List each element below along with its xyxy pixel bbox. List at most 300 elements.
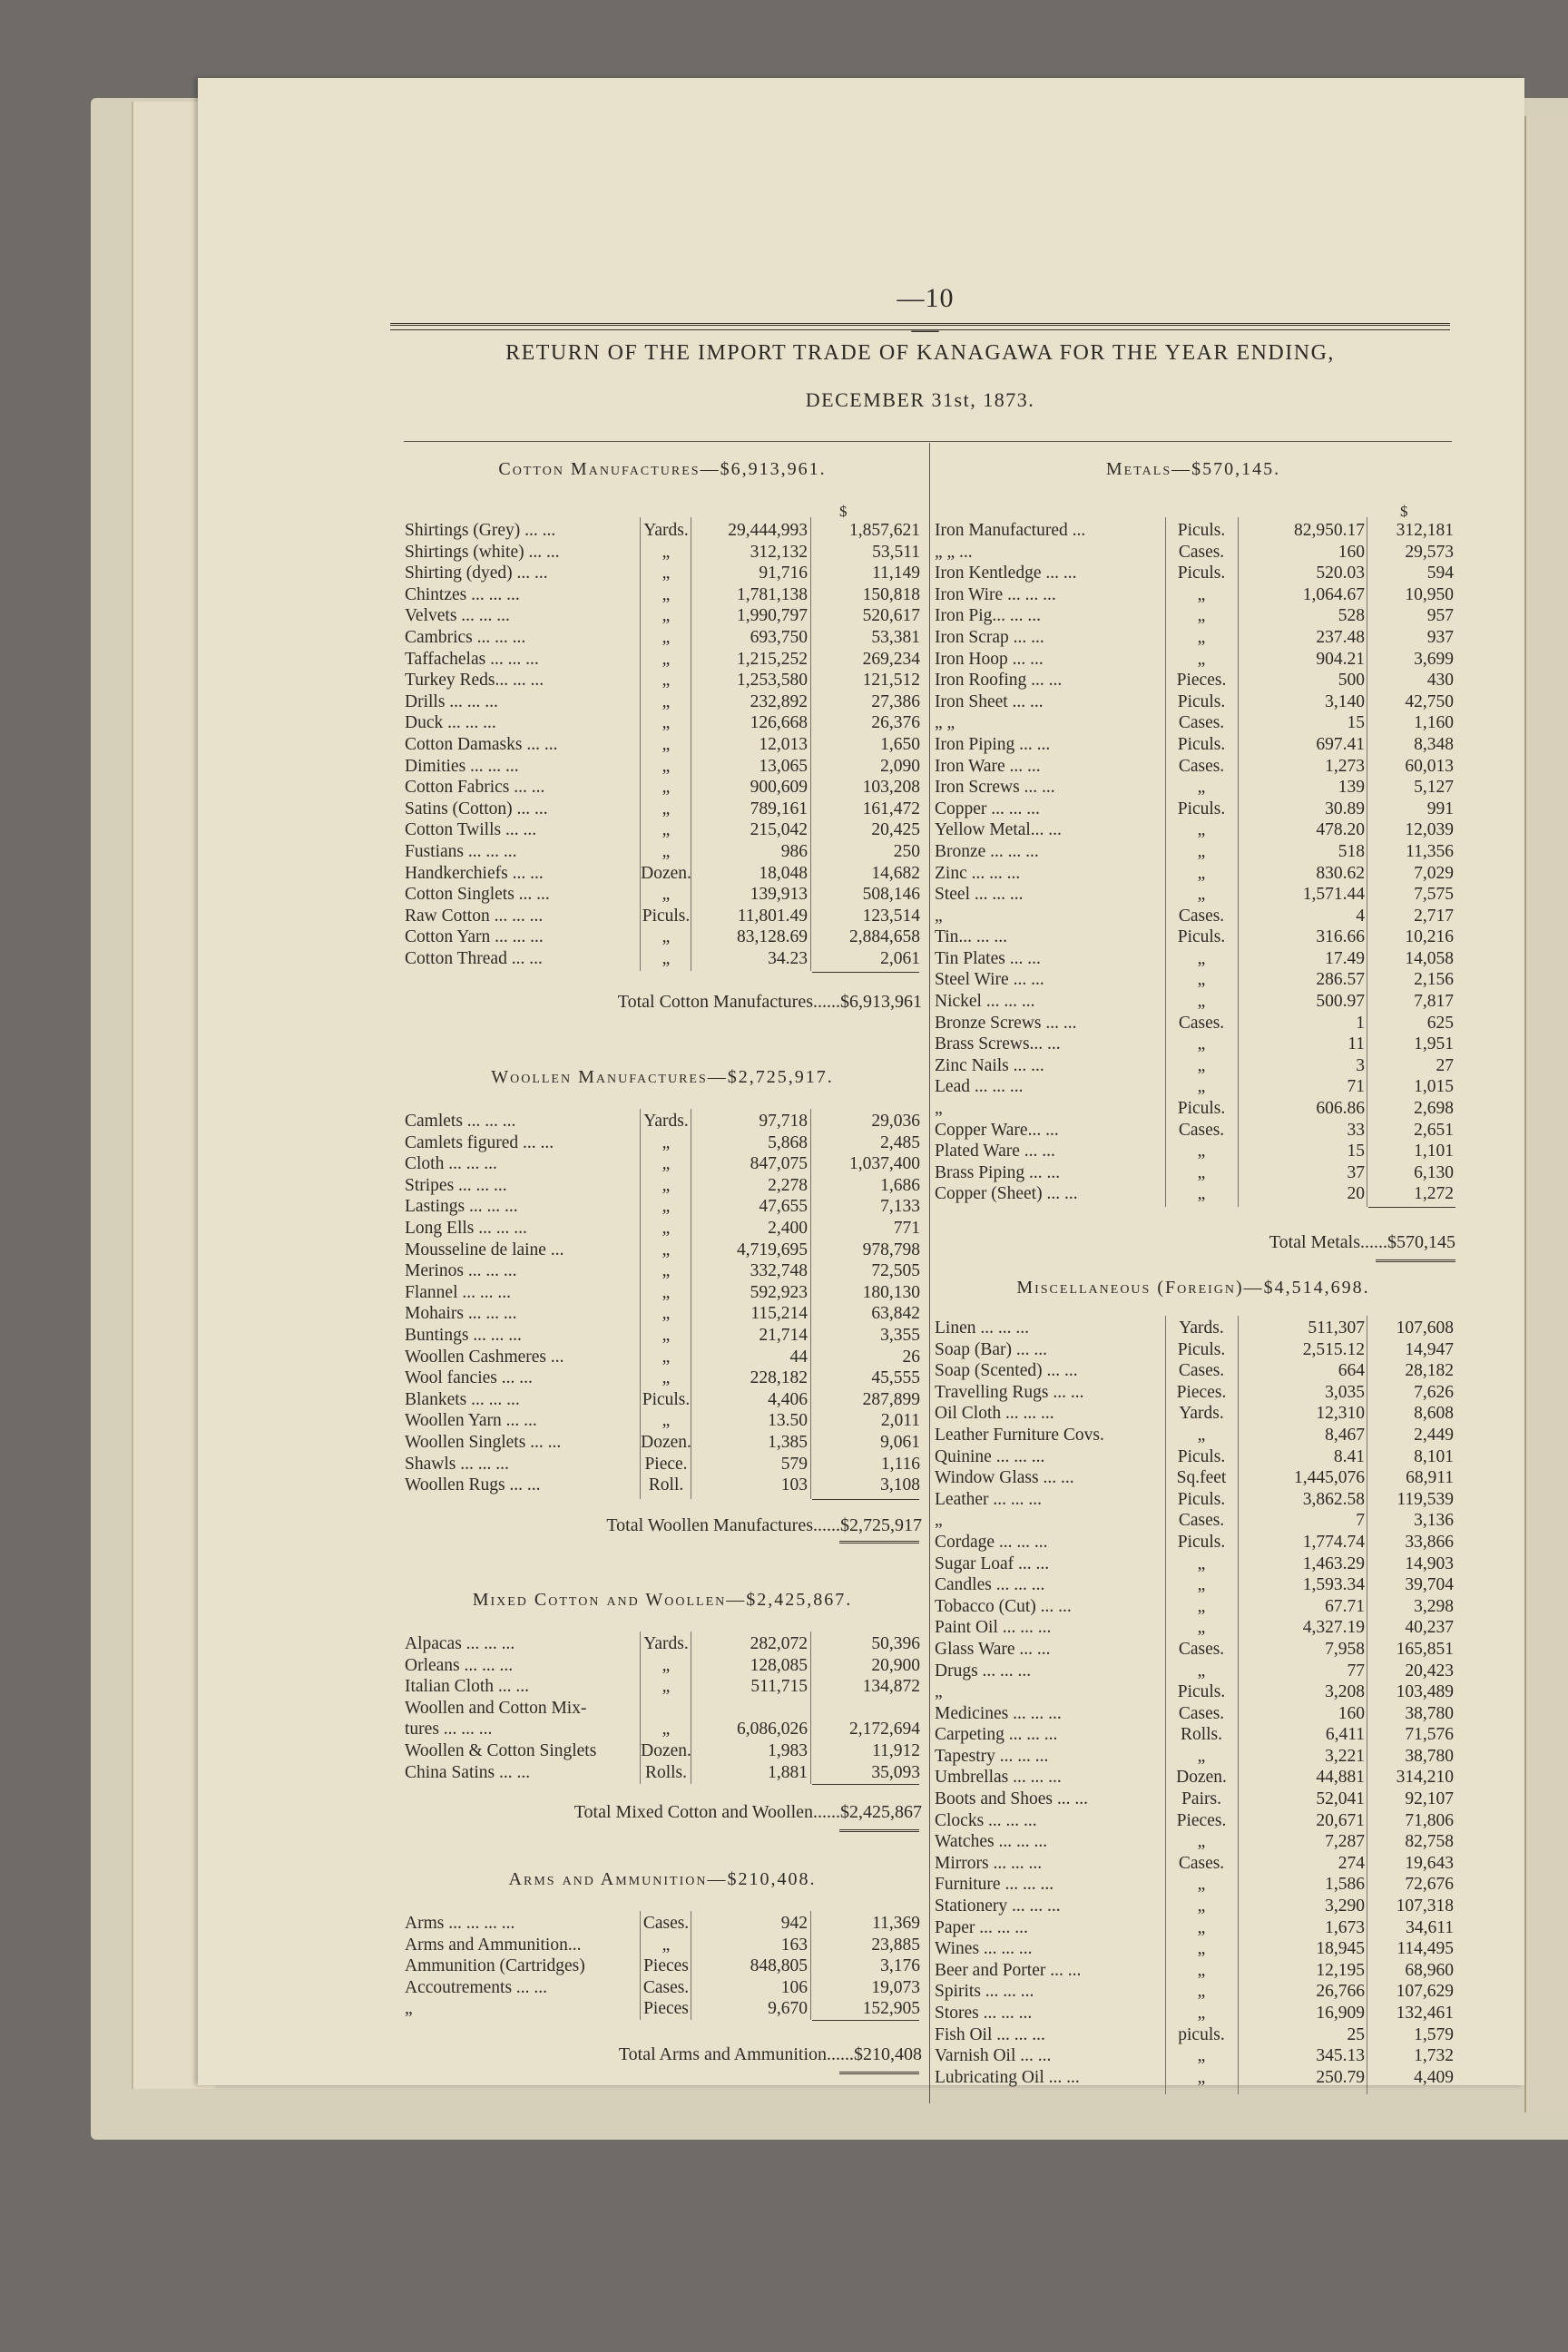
quantity-value: 77 — [1347, 1661, 1365, 1681]
quantity-value: 71 — [1347, 1077, 1365, 1097]
item-name: Cotton Damasks ... ... — [405, 734, 558, 754]
quantity-value: 579 — [780, 1454, 808, 1474]
dollar-value: 14,058 — [1405, 948, 1454, 968]
item-name: Shirtings (Grey) ... ... — [405, 521, 556, 540]
metals-underline — [1368, 1207, 1455, 1208]
column-divider — [929, 443, 930, 2103]
item-name: Woollen and Cotton Mix- — [405, 1698, 587, 1718]
table-row — [405, 926, 922, 948]
dollar-value: 134,872 — [862, 1677, 920, 1697]
table-row — [935, 1596, 1455, 1618]
dollar-value: 11,356 — [1406, 841, 1454, 861]
quantity-value: 91,716 — [759, 564, 808, 583]
header-rule — [390, 323, 1450, 330]
unit-label: „ — [1197, 649, 1206, 669]
unit-label: Dozen. — [641, 1740, 691, 1760]
table-row — [935, 649, 1455, 671]
table-row — [405, 1218, 922, 1240]
quantity-value: 34.23 — [768, 948, 808, 968]
item-name: Tapestry ... ... ... — [935, 1746, 1049, 1766]
quantity-value: 3,290 — [1325, 1896, 1365, 1916]
woollen-value-sep — [810, 1109, 811, 1499]
quantity-value: 1,064.67 — [1302, 584, 1365, 604]
quantity-value: 5,868 — [768, 1132, 808, 1152]
unit-label: Cases. — [1178, 906, 1225, 926]
item-name: Lastings ... ... ... — [405, 1197, 518, 1217]
item-name: Beer and Porter ... ... — [935, 1960, 1082, 1980]
table-row — [405, 819, 922, 841]
dollar-value: 2,884,658 — [849, 927, 920, 947]
dollar-value: 14,947 — [1405, 1339, 1454, 1359]
dollar-value: 12,039 — [1405, 820, 1454, 840]
page-title: RETURN OF THE IMPORT TRADE OF KANAGAWA FOR THE YEAR ENDING, — [505, 341, 1335, 365]
dollar-value: 53,381 — [871, 627, 920, 647]
unit-label: Cases. — [1178, 1120, 1225, 1140]
item-name: Camlets ... ... ... — [405, 1112, 516, 1131]
quantity-value: 518 — [1338, 841, 1365, 861]
item-name: Arms ... ... ... ... — [405, 1914, 515, 1933]
unit-label: „ — [662, 1720, 671, 1740]
table-row — [935, 1746, 1455, 1768]
table-row — [935, 1055, 1455, 1077]
quantity-value: 3,221 — [1325, 1746, 1365, 1766]
quantity-value: 500 — [1338, 671, 1365, 691]
quantity-value: 20 — [1347, 1184, 1365, 1204]
table-row — [935, 1382, 1455, 1404]
table-row — [935, 1034, 1455, 1055]
dollar-value: 2,449 — [1414, 1425, 1454, 1445]
quantity-value: 163 — [780, 1935, 808, 1955]
table-row — [935, 1425, 1455, 1446]
unit-label: „ — [1197, 1034, 1206, 1054]
dollar-value: 28,182 — [1405, 1361, 1454, 1381]
unit-label: „ — [1197, 1896, 1206, 1916]
dollar-value: 107,629 — [1396, 1982, 1454, 2002]
unit-label: „ — [662, 841, 671, 861]
unit-label: Dozen. — [641, 863, 691, 883]
quantity-value: 1 — [1356, 1013, 1365, 1033]
dollar-value: 119,539 — [1396, 1489, 1454, 1509]
dollar-value: 2,061 — [880, 948, 920, 968]
woollen-total: Total Woollen Manufactures......$2,725,917 — [606, 1515, 922, 1535]
unit-label: Cases. — [642, 1977, 690, 1997]
quantity-value: 18,048 — [759, 863, 808, 883]
item-name: tures ... ... ... — [405, 1720, 493, 1740]
unit-label: „ — [1197, 606, 1206, 626]
dollar-value: 165,851 — [1396, 1639, 1454, 1659]
table-row — [935, 605, 1455, 627]
quantity-value: 1,445,076 — [1294, 1468, 1365, 1488]
quantity-value: 592,923 — [750, 1282, 808, 1302]
quantity-value: 47,655 — [759, 1197, 808, 1217]
table-row — [405, 563, 922, 584]
table-row — [405, 1260, 922, 1282]
dollar-value: 2,172,694 — [849, 1720, 920, 1740]
quantity-value: 520.03 — [1316, 564, 1365, 583]
quantity-value: 106 — [780, 1977, 808, 1997]
table-row — [405, 1935, 922, 1956]
unit-label: Piculs. — [1177, 734, 1226, 754]
item-name: Iron Kentledge ... ... — [935, 564, 1077, 583]
table-row — [935, 1874, 1455, 1896]
unit-label: „ — [662, 1325, 671, 1345]
unit-label: Piculs. — [1177, 521, 1226, 540]
item-name: Brass Piping ... ... — [935, 1162, 1061, 1182]
quantity-value: 1,983 — [768, 1740, 808, 1760]
item-name: Oil Cloth ... ... ... — [935, 1404, 1054, 1424]
woollen-table — [405, 1111, 922, 1496]
item-name: Wool fancies ... ... — [405, 1368, 533, 1388]
table-row — [935, 1489, 1455, 1511]
metals-unit-sep — [1165, 517, 1166, 1207]
unit-label: „ — [662, 778, 671, 798]
dollar-value: 11,912 — [872, 1740, 920, 1760]
item-name: Fustians ... ... ... — [405, 841, 517, 861]
table-row — [935, 948, 1455, 970]
item-name: Spirits ... ... ... — [935, 1982, 1034, 2002]
quantity-value: 44 — [789, 1347, 808, 1367]
quantity-value: 139,913 — [750, 885, 808, 905]
unit-label: „ — [1197, 992, 1206, 1012]
quantity-value: 830.62 — [1316, 863, 1365, 883]
item-name: Glass Ware ... ... — [935, 1639, 1051, 1659]
dollar-value: 1,160 — [1414, 713, 1454, 733]
arms-heading: Arms and Ammunition—$210,408. — [508, 1869, 817, 1889]
quantity-value: 15 — [1347, 713, 1365, 733]
quantity-value: 11 — [1348, 1034, 1365, 1054]
item-name: Taffachelas ... ... ... — [405, 649, 539, 669]
dollar-value: 7,626 — [1414, 1382, 1454, 1402]
dollar-value: 9,061 — [880, 1432, 920, 1452]
table-row — [405, 1132, 922, 1154]
item-name: Woollen Rugs ... ... — [405, 1475, 541, 1495]
table-row — [405, 1282, 922, 1304]
unit-label: „ — [662, 820, 671, 840]
table-row — [935, 2024, 1455, 2046]
quantity-value: 30.89 — [1325, 799, 1365, 818]
unit-label: „ — [662, 1175, 671, 1195]
unit-label: „ — [1197, 1917, 1206, 1937]
dollar-value: 1,579 — [1414, 2024, 1454, 2044]
item-name: Fish Oil ... ... ... — [935, 2024, 1045, 2044]
table-row — [935, 1661, 1455, 1682]
item-name: Iron Sheet ... ... — [935, 691, 1044, 711]
quantity-value: 8.41 — [1333, 1446, 1365, 1466]
quantity-value: 33 — [1347, 1120, 1365, 1140]
unit-label: Sq.feet — [1176, 1468, 1227, 1488]
unit-label: „ — [662, 1304, 671, 1324]
item-name: Brass Screws... ... — [935, 1034, 1061, 1054]
quantity-value: 250.79 — [1316, 2067, 1365, 2087]
dollar-value: 7,575 — [1414, 885, 1454, 905]
quantity-value: 316.66 — [1316, 927, 1365, 947]
quantity-value: 3,208 — [1325, 1682, 1365, 1702]
quantity-value: 16,909 — [1316, 2004, 1365, 2023]
unit-label: Cases. — [1178, 1853, 1225, 1873]
item-name: Mousseline de laine ... — [405, 1240, 564, 1259]
quantity-value: 4 — [1356, 906, 1365, 926]
item-name: Ammunition (Cartridges) — [405, 1956, 585, 1976]
dollar-value: 2,651 — [1414, 1120, 1454, 1140]
dollar-value: 7,133 — [880, 1197, 920, 1217]
dollar-value: 2,717 — [1414, 906, 1454, 926]
unit-label: Piculs. — [1177, 1532, 1226, 1552]
table-row — [935, 1831, 1455, 1853]
dollar-value: 20,900 — [871, 1655, 920, 1675]
unit-label: Piculs. — [1177, 691, 1226, 711]
dollar-value: 8,101 — [1414, 1446, 1454, 1466]
item-name: Long Ells ... ... ... — [405, 1218, 527, 1238]
item-name: Iron Pig... ... ... — [935, 606, 1041, 626]
table-row — [405, 605, 922, 627]
item-name: „ — [935, 906, 943, 926]
unit-label: Piculs. — [1177, 1682, 1226, 1702]
item-name: Paper ... ... ... — [935, 1917, 1028, 1937]
unit-label: „ — [1197, 885, 1206, 905]
table-row — [935, 1141, 1455, 1162]
quantity-value: 115,214 — [750, 1304, 808, 1324]
item-name: Cotton Thread ... ... — [405, 948, 543, 968]
table-row — [935, 1360, 1455, 1382]
unit-label: Dozen. — [1176, 1768, 1227, 1788]
dollar-value: 92,107 — [1405, 1789, 1454, 1809]
table-row — [405, 1913, 922, 1935]
unit-label: „ — [1197, 627, 1206, 647]
quantity-value: 8,467 — [1325, 1425, 1365, 1445]
table-row — [405, 948, 922, 970]
quantity-value: 25 — [1347, 2024, 1365, 2044]
item-name: Boots and Shoes ... ... — [935, 1789, 1089, 1809]
item-name: Clocks ... ... ... — [935, 1810, 1037, 1830]
dollar-value: 19,073 — [871, 1977, 920, 1997]
unit-label: „ — [662, 1218, 671, 1238]
dollar-value: 29,036 — [871, 1112, 920, 1131]
dollar-value: 20,425 — [871, 820, 920, 840]
dollar-value: 82,758 — [1405, 1832, 1454, 1852]
table-row — [935, 712, 1455, 734]
quantity-value: 1,990,797 — [737, 606, 808, 626]
dollar-value: 2,090 — [880, 756, 920, 776]
table-row — [935, 542, 1455, 564]
unit-label: „ — [662, 564, 671, 583]
arms-value-sep — [810, 1911, 811, 2020]
unit-label: „ — [662, 606, 671, 626]
item-name: Italian Cloth ... ... — [405, 1677, 530, 1697]
dollar-value: 8,348 — [1414, 734, 1454, 754]
cotton-heading: Cotton Manufactures—$6,913,961. — [498, 459, 827, 479]
quantity-value: 1,586 — [1325, 1875, 1365, 1895]
item-name: Duck ... ... ... — [405, 713, 496, 733]
quantity-value: 139 — [1338, 778, 1365, 798]
dollar-value: 1,650 — [880, 734, 920, 754]
quantity-value: 4,719,695 — [737, 1240, 808, 1259]
quantity-value: 6,411 — [1325, 1725, 1365, 1745]
item-name: Nickel ... ... ... — [935, 992, 1035, 1012]
item-name: Steel Wire ... ... — [935, 970, 1044, 990]
quantity-value: 126,668 — [750, 713, 808, 733]
unit-label: Pieces. — [1176, 1382, 1227, 1402]
quantity-value: 26,766 — [1316, 1982, 1365, 2002]
dollar-value: 50,396 — [871, 1634, 920, 1653]
dollar-value: 60,013 — [1405, 756, 1454, 776]
metals-table — [935, 520, 1455, 1205]
quantity-value: 44,881 — [1316, 1768, 1365, 1788]
quantity-value: 1,881 — [768, 1762, 808, 1782]
unit-label: „ — [1197, 2067, 1206, 2087]
dollar-value: 3,298 — [1414, 1596, 1454, 1616]
metals-total: Total Metals......$570,145 — [1269, 1232, 1455, 1252]
item-name: „ — [935, 1682, 943, 1702]
item-name: Buntings ... ... ... — [405, 1325, 522, 1345]
unit-label: „ — [662, 627, 671, 647]
unit-label: Pieces. — [1176, 1810, 1227, 1830]
quantity-value: 1,781,138 — [737, 584, 808, 604]
dollar-value: 1,732 — [1414, 2046, 1454, 2066]
quantity-value: 900,609 — [750, 778, 808, 798]
item-name: Flannel ... ... ... — [405, 1282, 511, 1302]
item-name: Soap (Bar) ... ... — [935, 1339, 1048, 1359]
dollar-value: 520,617 — [862, 606, 920, 626]
dollar-value: 3,108 — [880, 1475, 920, 1495]
unit-label: „ — [662, 1261, 671, 1281]
table-row — [935, 1617, 1455, 1639]
unit-label: Cases. — [1178, 713, 1225, 733]
item-name: Shawls ... ... ... — [405, 1454, 509, 1474]
item-name: Bronze ... ... ... — [935, 841, 1039, 861]
item-name: Cotton Fabrics ... ... — [405, 778, 545, 798]
unit-label: „ — [662, 671, 671, 691]
unit-label: Piculs. — [1177, 1099, 1226, 1119]
table-row — [935, 1183, 1455, 1205]
item-name: Leather Furniture Covs. — [935, 1425, 1104, 1445]
unit-label: „ — [1197, 1596, 1206, 1616]
dollar-value: 6,130 — [1414, 1162, 1454, 1182]
table-row — [935, 1767, 1455, 1788]
item-name: Steel ... ... ... — [935, 885, 1024, 905]
item-name: Wines ... ... ... — [935, 1939, 1033, 1959]
table-row — [405, 1676, 922, 1698]
unit-label: Piculs. — [1177, 1339, 1226, 1359]
quantity-value: 7 — [1356, 1511, 1365, 1531]
item-name: Shirtings (white) ... ... — [405, 542, 560, 562]
quantity-value: 52,041 — [1316, 1789, 1365, 1809]
table-row — [935, 969, 1455, 991]
table-row — [935, 991, 1455, 1013]
unit-label: „ — [1197, 1939, 1206, 1959]
dollar-value: 1,951 — [1414, 1034, 1454, 1054]
unit-label: „ — [1197, 1553, 1206, 1573]
item-name: „ — [935, 1511, 943, 1531]
table-row — [935, 1120, 1455, 1142]
item-name: Mirrors ... ... ... — [935, 1853, 1043, 1873]
item-name: Iron Piping ... ... — [935, 734, 1051, 754]
item-name: Turkey Reds... ... ... — [405, 671, 544, 691]
item-name: Iron Hoop ... ... — [935, 649, 1044, 669]
quantity-value: 511,307 — [1308, 1318, 1365, 1338]
table-row — [935, 926, 1455, 948]
quantity-value: 789,161 — [750, 799, 808, 818]
dollar-value: 314,210 — [1396, 1768, 1454, 1788]
dollar-value: 269,234 — [862, 649, 920, 669]
item-name: Woollen & Cotton Singlets — [405, 1740, 597, 1760]
unit-label: „ — [662, 542, 671, 562]
dollar-value: 11,149 — [872, 564, 920, 583]
dollar-value: 978,798 — [862, 1240, 920, 1259]
table-row — [405, 1347, 922, 1368]
misc-qty-sep — [1238, 1316, 1239, 2094]
unit-label: Piculs. — [1177, 1489, 1226, 1509]
dollar-value: 33,866 — [1405, 1532, 1454, 1552]
quantity-value: 6,086,026 — [737, 1720, 808, 1740]
dollar-value: 5,127 — [1414, 778, 1454, 798]
item-name: Leather ... ... ... — [935, 1489, 1043, 1509]
unit-label: Pairs. — [1181, 1789, 1221, 1809]
unit-label: Dozen. — [641, 1432, 691, 1452]
table-row — [935, 1403, 1455, 1425]
quantity-value: 1,273 — [1325, 756, 1365, 776]
quantity-value: 12,013 — [759, 734, 808, 754]
table-row — [405, 1303, 922, 1325]
item-name: Travelling Rugs ... ... — [935, 1382, 1084, 1402]
mixed-underline — [812, 1784, 919, 1785]
table-row — [935, 799, 1455, 820]
item-name: Varnish Oil ... ... — [935, 2046, 1052, 2066]
item-name: Satins (Cotton) ... ... — [405, 799, 548, 818]
quantity-value: 3 — [1356, 1055, 1365, 1075]
dollar-value: 594 — [1426, 564, 1454, 583]
unit-label: Yards. — [643, 1634, 689, 1653]
table-row — [935, 1318, 1455, 1339]
item-name: Shirting (dyed) ... ... — [405, 564, 548, 583]
quantity-value: 128,085 — [750, 1655, 808, 1675]
item-name: Carpeting ... ... ... — [935, 1725, 1058, 1745]
table-row — [405, 542, 922, 564]
item-name: „ „ — [935, 713, 956, 733]
quantity-value: 1,774.74 — [1302, 1532, 1365, 1552]
quantity-value: 904.21 — [1316, 649, 1365, 669]
item-name: Cordage ... ... ... — [935, 1532, 1048, 1552]
dollar-value: 250 — [893, 841, 920, 861]
item-name: Zinc ... ... ... — [935, 863, 1021, 883]
arms-underline — [812, 2020, 919, 2021]
table-row — [935, 1162, 1455, 1184]
table-row — [405, 863, 922, 885]
dollar-value: 10,216 — [1405, 927, 1454, 947]
item-name: Window Glass ... ... — [935, 1468, 1074, 1488]
table-row — [935, 1853, 1455, 1875]
table-row — [405, 1367, 922, 1389]
unit-label: „ — [1197, 1661, 1206, 1681]
table-row — [935, 734, 1455, 756]
unit-label: „ — [1197, 2046, 1206, 2066]
dollar-value: 3,136 — [1414, 1511, 1454, 1531]
quantity-value: 1,253,580 — [737, 671, 808, 691]
quantity-value: 13.50 — [768, 1411, 808, 1431]
dollar-value: 1,686 — [880, 1175, 920, 1195]
item-name: Orleans ... ... ... — [405, 1655, 514, 1675]
quantity-value: 332,748 — [750, 1261, 808, 1281]
mixed-heading: Mixed Cotton and Woollen—$2,425,867. — [472, 1590, 853, 1610]
table-row — [405, 691, 922, 713]
woollen-underline — [812, 1499, 919, 1500]
table-row — [405, 1325, 922, 1347]
table-row — [935, 1639, 1455, 1661]
unit-label: Pieces — [643, 1999, 689, 2019]
item-name: Medicines ... ... ... — [935, 1703, 1062, 1723]
item-name: Arms and Ammunition... — [405, 1935, 582, 1955]
dollar-value: 625 — [1426, 1013, 1454, 1033]
item-name: Soap (Scented) ... ... — [935, 1361, 1078, 1381]
